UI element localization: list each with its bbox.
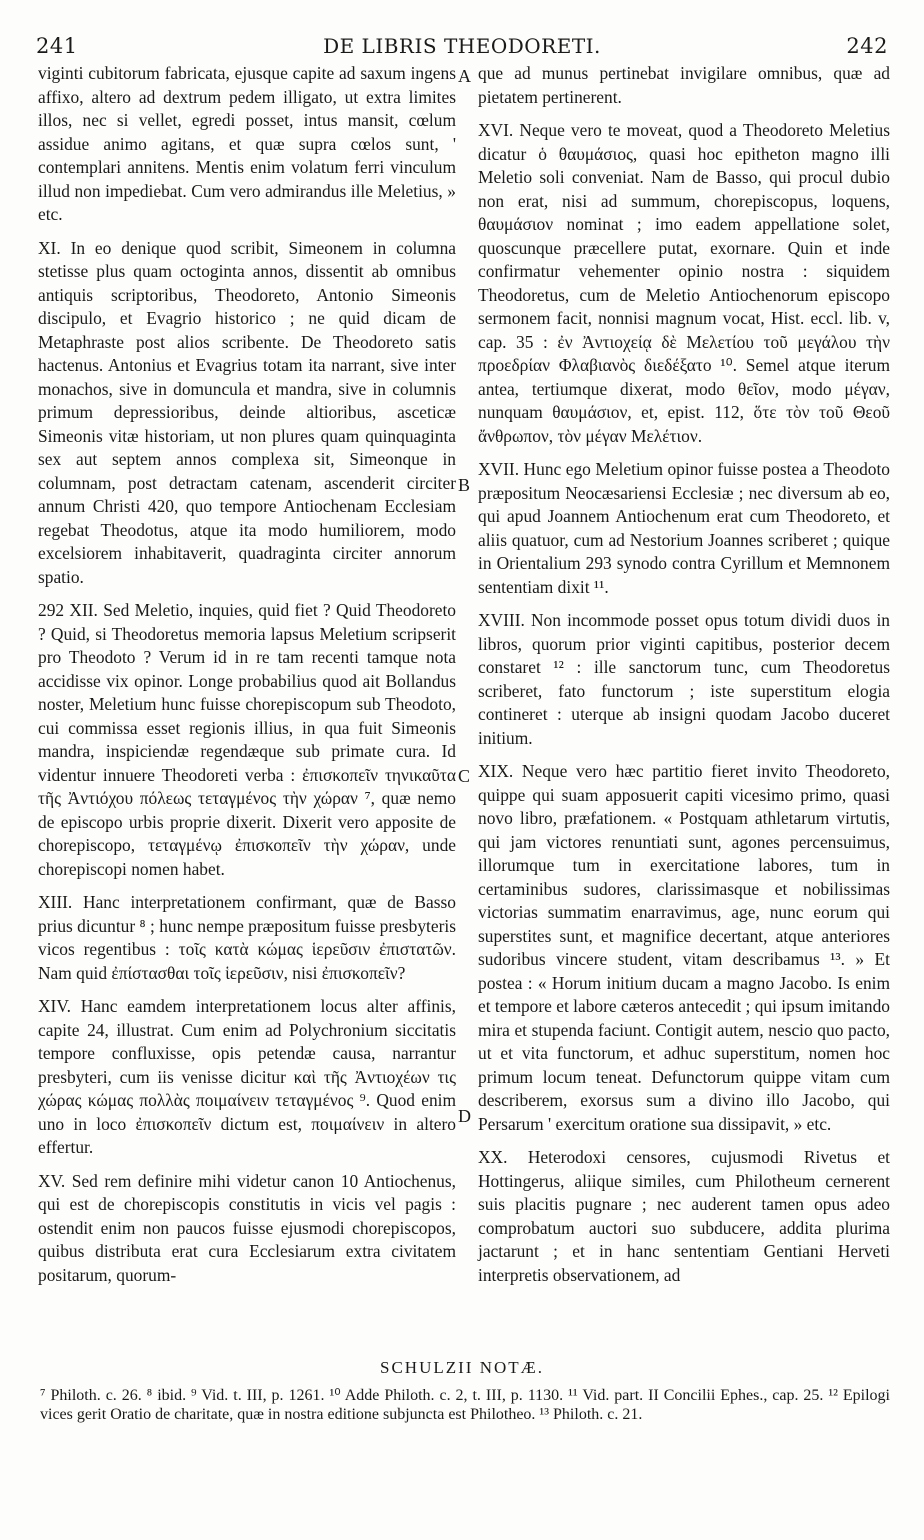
paragraph-xiii: XIII. Hanc interpretationem confirmant, quæ de Basso prius dicuntur ⁸ ; hunc nempe præpositum fuisse presbyteris vicos regentibus : τοῖς κατὰ κώμας ἱερεῦσιν ἐπιστατῶν. Nam quid ἐπίστασθαι τοῖς ἱερεῦσιν, nisi ἐπισκοπεῖν? (38, 892, 456, 983)
running-title: DE LIBRIS THEODORETI. (323, 34, 601, 58)
paragraph-xvi: XVI. Neque vero te moveat, quod a Theodoreto Meletius dicatur ὁ θαυμάσιος, quasi hoc epitheton magno illi Meletio soli conveniat. Nam de Basso, qui procul dubio non erat, nisi ad summum, chorepiscopus, loquens, θαυμάσιον nominat ; imo eadem appellatione solet, quoscunque præcellere putat, exornare. Quin et inde confirmatur vehementer opinio nostra : siquidem Theodoretus, cum de Meletio Antiochenorum episcopo sermonem facit, nonnisi magnum vocat, Hist. eccl. lib. v, cap. 35 : ἐν Ἀντιοχείᾳ δὲ Μελετίου τοῦ μεγάλου τὴν προεδρίαν Φλαβιανὸς διεδέξατο ¹⁰. Semel atque iterum antea, tertiumque dixerat, modo θεῖον, modo μέγαν, nunquam θαυμάσιον, et, epist. 112, ὅτε τὸν τοῦ Θεοῦ ἄνθρωπον, τὸν μέγαν Μελέτιον. (478, 120, 890, 446)
paragraph-xii: 292 XII. Sed Meletio, inquies, quid fiet ? Quid Theodoreto ? Quid, si Theodoretus memoria lapsus Meletium scripserit pro Theodoto ? Verum id in re tam recenti tamque nota accidisse vix opinor. Longe probabilius quod ait Bollandus noster, Meletium hunc fuisse chorepiscopum sub Theodoto, cui commissa esset regionis illius, in qua fuit Simeonis mandra, inspiciendæ regendæque sub primate cura. Id videntur innuere Theodoreti verba : ἐπισκοπεῖν τηνικαῦτα τῆς Ἀντιόχου πόλεως τεταγμένος τὴν χώραν ⁷, quæ nemo de episcopo urbis proprie dixerit. Dixerit vero apposite de chorepiscopo, τεταγμένῳ ἐπισκοπεῖν τὴν χώραν, unde chorepiscopi nomen habet. (38, 600, 456, 879)
footnotes (40, 1386, 890, 1424)
paragraph-xix: XIX. Neque vero hæc partitio fieret invito Theodoreto, quippe qui suam apposuerit capiti vicesimo primo, quasi novo libro, præfationem. « Postquam athletarum virtutis, qui jam victores renuntiati sunt, agones percensuimus, illorumque tum in exercitatione labores, tum in certaminibus sudores, clarissimasque et nobilissimas victorias summatim enarravimus, age, nunc eorum qui superstites sunt, et magnifice decertant, atque anteriores sudoribus vincere student, vitam describamus ¹³. » Et postea : « Horum initium ducam a magno Jacobo. Is enim et tempore et labore cæteros antecedit ; qui ipsum imitando mira et stupenda faciunt. Contigit autem, nescio quo pacto, ut et vita functorum, et adhuc superstitum, nomen hoc primum locum teneat. Defunctorum quippe vitam cum describerem, exorsus sum a divino illo Jacobo, qui Persarum ' exercitum oratione sua dissipavit, » etc. (478, 761, 890, 1134)
page-number-left: 241 (36, 34, 78, 58)
notes-heading: SCHULZII NOTÆ. (380, 1358, 544, 1377)
left-column (38, 62, 456, 1287)
footnotes-text: ⁷ Philoth. c. 26. ⁸ ibid. ⁹ Vid. t. III, p. 1261. ¹⁰ Adde Philoth. c. 2, t. III, p. 1130. ¹¹ Vid. part. II Concilii Ephes., cap. 25. ¹² Epilogi vices gerit Oratio de charitate, quæ in nostra editione subjuncta est Philotheo. ¹³ Philoth. c. 21. (40, 1387, 890, 1423)
paragraph-xvii: XVII. Hunc ego Meletium opinor fuisse postea a Theodoto præpositum Neocæsariensi Ecclesiæ ; nec diversum ab eo, qui apud Joannem Antiochenum erat cum Theodoreto, et aliis quatuor, cum ad Nestorium Joannes scriberet ; quique in Orientalium 293 synodo contra Cyrillum et Memnonem sententiam dixit ¹¹. (478, 459, 890, 597)
paragraph-xv: XV. Sed rem definire mihi videtur canon 10 Antiochenus, qui est de chorepiscopis constitutis in vicis vel pagis : ostendit enim non paucos fuisse ejusmodi chorepiscopos, quibus distributa erat cura Ecclesiarum extra civitatem positarum, quorum- (38, 1170, 456, 1285)
paragraph-xiv: XIV. Hanc eamdem interpretationem locus alter affinis, capite 24, illustrat. Cum enim ad Polychronium siccitatis tempore confluxisse, opis petendæ causa, narrantur presbyteri, cum iis venisse dicitur καὶ τῆς Ἀντιοχέων τις χώρας κώμας πολλὰς ποιμαίνειν τεταγμένος ⁹. Quod enim uno in loco ἐπισκοπεῖν dictum est, ποιμαίνειν in altero effertur. (38, 996, 456, 1157)
paragraph-xi: XI. In eo denique quod scribit, Simeonem in columna stetisse plus quam octoginta annos, dissentit ab omnibus antiquis scriptoribus, Theodoreto, Antonio Simeonis discipulo, et Evagrio historico ; ne quid dicam de Metaphraste post alios scribente. De Theodoreto satis hactenus. Antonius et Evagrius totam ita narrant, sive inter monachos, sive in domuncula et mandra, sive in columnis primum depressioribus, deinde altioribus, asceticæ Simeonis vitæ historiam, ut non plures quam quinquaginta sex aut septem annos complexa sit, Simeonque in columnam, post detractam catenam, ascenderit circiter annum Christi 420, quo tempore Antiochenam Ecclesiam regebat Theodotus, atque ita modo humiliorem, modo excelsiorem inhabitaverit, quadraginta circiter annorum spatio. (38, 237, 456, 587)
margin-letter-c: C (458, 766, 471, 786)
paragraph-xx: XX. Heterodoxi censores, cujusmodi Rivetus et Hottingerus, aliique similes, cum Philotheum cernerent suis placitis pugnare ; nec auderent tamen opus adeo comprobatum auctori suo subducere, addita plurima jactarunt ; et in hanc sententiam Gentiani Herveti interpretis observationem, ad (478, 1147, 890, 1285)
page-header (36, 34, 888, 64)
paragraph: viginti cubitorum fabricata, ejusque capite ad saxum ingens affixo, altero ad dextrum pedem illigato, ut extra limites illos, nec si vellet, egredi posset, intus mansit, cœlum assidue animo agitans, et quæ supra cœlos sunt, ' contemplari annitens. Mentis enim volatum ferri vinculum illud non impediebat. Cum vero admirandus ille Meletius, » etc. (38, 63, 456, 224)
paragraph-xviii: XVIII. Non incommode posset opus totum dividi duos in libros, quorum prior viginti capitibus, posterior decem constaret ¹² : ille sanctorum tunc, cum Theodoretus scriberet, fato functorum ; iste superstitum elogia contineret : uterque ab insigni quodam Jacobo duceret initium. (478, 610, 890, 748)
margin-letter-b: B (458, 475, 471, 495)
margin-letter-d: D (458, 1106, 471, 1126)
paragraph: que ad munus pertinebat invigilare omnibus, quæ ad pietatem pertinerent. (478, 63, 890, 107)
margin-letter-a: A (458, 66, 471, 86)
page-number-right: 242 (846, 34, 888, 58)
right-column (478, 62, 890, 1287)
